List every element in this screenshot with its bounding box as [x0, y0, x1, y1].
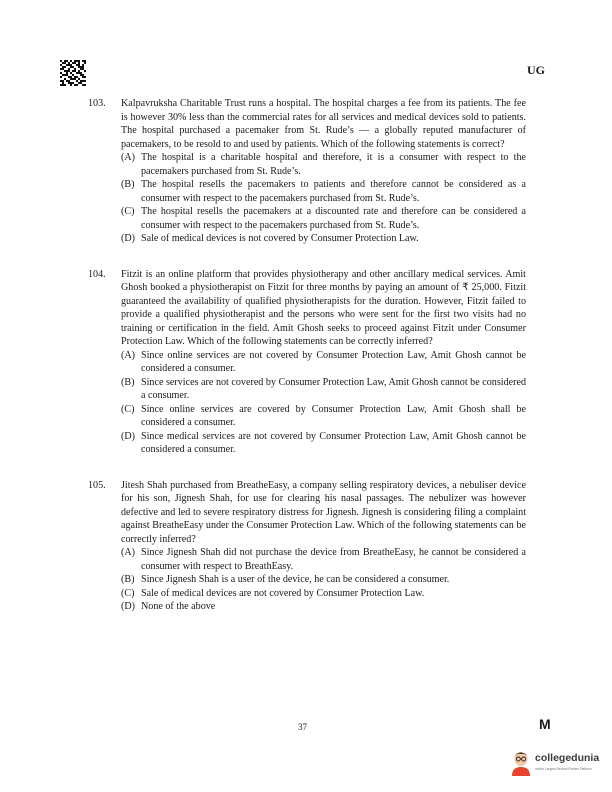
question-stem: Kalpavruksha Charitable Trust runs a hospital. The hospital charges a fee from its patients. The fee is however 30% less than the commercial rates for all services and medical devices sold to patients. The hospital purchased a pacemaker from St. Rude’s — a globally reputed manufacturer of pacemakers, to be resold to and used by patients. Which of the following statements is correct?	[121, 98, 526, 150]
question-105	[88, 479, 526, 614]
option-text: Since online services are covered by Consumer Protection Law, Amit Ghosh shall be considered a consumer.	[141, 403, 526, 428]
option-text: The hospital resells the pacemakers to patients and therefore cannot be considered as a consumer with respect to the pacemakers purchased from St. Rude’s.	[141, 179, 526, 204]
option-letter: (D)	[121, 430, 136, 442]
option-text: The hospital resells the pacemakers at a discounted rate and therefore can be considered a consumer with respect to the pacemakers purchased from St. Rude’s.	[141, 206, 526, 231]
option-letter: (B)	[121, 179, 135, 190]
option-text: Since Jignesh Shah is a user of the device, he can be considered a consumer.	[141, 574, 450, 585]
option-b	[121, 376, 526, 403]
question-list	[88, 97, 526, 614]
option-text: Sale of medical devices is not covered by Consumer Protection Law.	[141, 233, 419, 244]
option-letter: (D)	[121, 601, 136, 612]
option-d	[121, 600, 526, 614]
question-104	[88, 268, 526, 457]
question-number: 104.	[88, 268, 106, 280]
page-number: 37	[298, 722, 307, 732]
option-letter: (C)	[121, 587, 135, 599]
option-letter: (C)	[121, 206, 135, 217]
option-letter: (A)	[121, 547, 136, 558]
option-c	[121, 205, 526, 232]
option-text: Since online services are not covered by Consumer Protection Law, Amit Ghosh cannot be considered a consumer.	[141, 349, 526, 374]
option-text: Since medical services are not covered by Consumer Protection Law, Amit Ghosh cannot be considered a consumer.	[141, 430, 526, 455]
brand-tagline: India's Largest Student Review Platform	[535, 767, 592, 771]
question-number: 105.	[88, 479, 106, 491]
option-a	[121, 151, 526, 178]
option-b	[121, 178, 526, 205]
option-b	[121, 573, 526, 587]
option-letter: (C)	[121, 403, 135, 415]
mascot-icon	[510, 746, 532, 776]
question-stem: Jitesh Shah purchased from BreatheEasy, a company selling respiratory devices, a nebuliser device for his son, Jignesh Shah, for use for clearing his nasal passages. The nebulizer was however defective and led to severe respiratory distress for Jignesh. Jignesh is considering filing a complaint against BreatheEasy under the Consumer Protection Law. Which of the following statements can be correctly inferred?	[121, 479, 526, 545]
option-text: Sale of medical devices are not covered by Consumer Protection Law.	[141, 587, 425, 599]
option-d	[121, 430, 526, 457]
option-text: None of the above	[141, 601, 216, 612]
option-text: Since services are not covered by Consumer Protection Law, Amit Ghosh cannot be considered a consumer.	[141, 376, 526, 401]
qr-code	[60, 60, 86, 86]
paper-code-label: UG	[527, 63, 545, 77]
option-a	[121, 349, 526, 376]
option-d	[121, 232, 526, 246]
option-letter: (B)	[121, 376, 135, 388]
option-text: Since Jignesh Shah did not purchase the device from BreatheEasy, he cannot be considered a consumer with respect to BreathEasy.	[141, 547, 526, 572]
option-c	[121, 587, 526, 601]
option-letter: (D)	[121, 233, 136, 244]
booklet-series-mark: M	[539, 716, 551, 732]
option-letter: (B)	[121, 574, 135, 585]
collegedunia-logo	[508, 744, 608, 784]
question-number: 103.	[88, 98, 106, 109]
option-letter: (A)	[121, 349, 136, 361]
brand-name: collegedunia	[535, 752, 600, 764]
option-letter: (A)	[121, 152, 136, 163]
option-text: The hospital is a charitable hospital and therefore, it is a consumer with respect to the pacemakers purchased from St. Rude’s.	[141, 152, 526, 177]
option-c	[121, 403, 526, 430]
option-a	[121, 546, 526, 573]
question-stem: Fitzit is an online platform that provides physiotherapy and other ancillary medical services. Amit Ghosh booked a physiotherapist on Fitzit for three months by paying an amount of ₹ 25,000. Fitzit guaranteed the availability of qualified physiotherapists for the duration. However, Fitzit failed to provide a qualified physiotherapist and the persons who were sent for the first two visits had no training or certification in the field. Amit Ghosh seeks to proceed against Fitzit under Consumer Protection Law. Which of the following statements can be correctly inferred?	[121, 268, 526, 347]
question-103	[88, 97, 526, 246]
